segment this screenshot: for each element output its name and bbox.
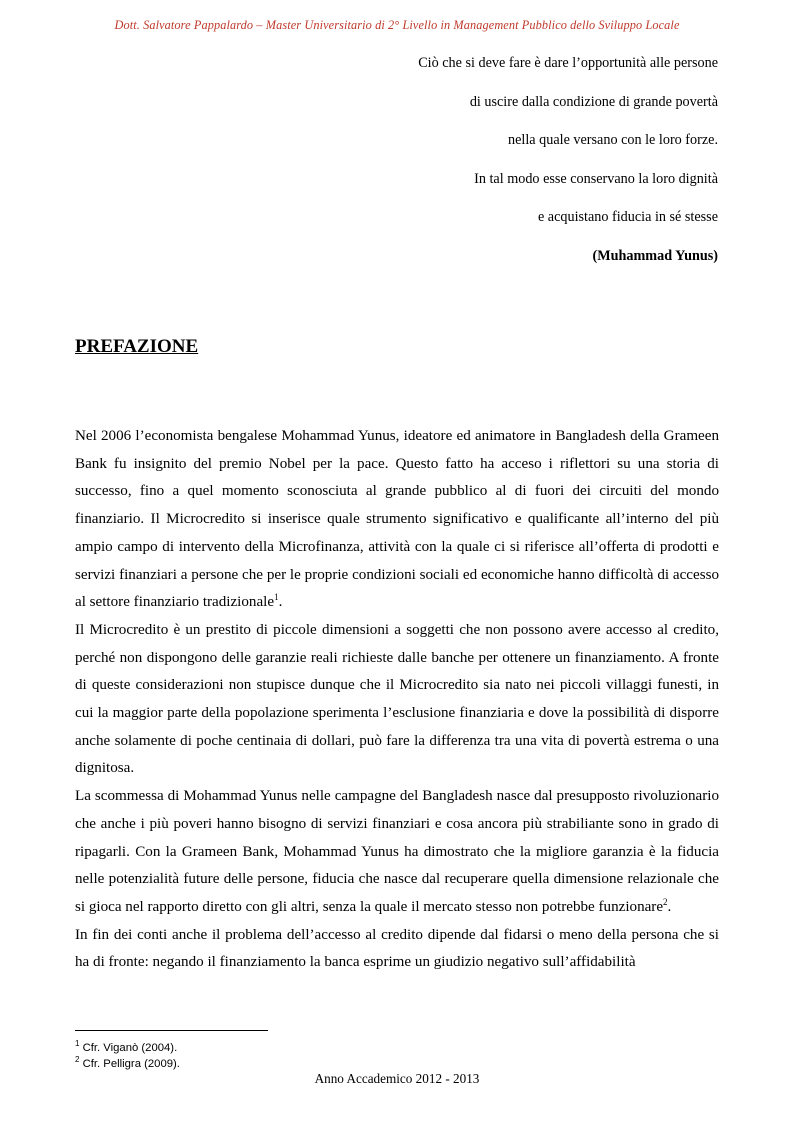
footnotes (75, 1040, 180, 1072)
epigraph-line: di uscire dalla condizione di grande povertà (469, 93, 718, 110)
epigraph-line: In tal modo esse conservano la loro dignità (474, 170, 718, 187)
paragraph (75, 423, 719, 617)
epigraph-quote (418, 52, 718, 267)
body-text (75, 423, 719, 977)
paragraph: In fin dei conti anche il problema dell’accesso al credito dipende dal fidarsi o meno della persona che si ha di fronte: negando il finanziamento la banca esprime un giudizio negativo sull’affidabilità (75, 926, 719, 971)
epigraph-line: Ciò che si deve fare è dare l’opportunità alle persone (418, 55, 718, 71)
footnote-number: 1 (75, 1039, 80, 1048)
section-title: PREFAZIONE (75, 336, 199, 357)
running-header: Dott. Salvatore Pappalardo – Master Universitario di 2° Livello in Management Pubblico dello Sviluppo Locale (114, 18, 680, 32)
footnote (75, 1056, 180, 1072)
footnote-text: Cfr. Pelligra (2009). (79, 1058, 180, 1070)
epigraph-author: (Muhammad Yunus) (592, 247, 718, 264)
footnote (75, 1040, 180, 1056)
paragraph-tail: . (278, 594, 283, 611)
footnote-text: Cfr. Viganò (2004). (79, 1042, 178, 1054)
footnote-ref: 2 (663, 896, 668, 907)
paragraph: Il Microcredito è un prestito di piccole dimensioni a soggetti che non possono avere accesso al credito, perché non dispongono delle garanzie reali richieste dalle banche per ottenere un finanziamento. A fronte di queste considerazioni non stupisce dunque che il Microcredito sia nato nei piccoli villaggi funesti, in cui la maggior parte della popolazione sperimenta l’esclusione finanziaria e dove la possibilità di disporre anche solamente di poche centinaia di dollari, può fare la differenza tra una vita di povertà estrema o una dignitosa. (75, 621, 719, 777)
footnote-separator (75, 1030, 268, 1031)
paragraph-text: La scommessa di Mohammad Yunus nelle campagne del Bangladesh nasce dal presupposto rivoluzionario che anche i più poveri hanno bisogno di servizi finanziari e cosa ancora più strabiliante sono in grado di ripagarli. Con la Grameen Bank, Mohammad Yunus ha dimostrato che la migliore garanzia è la fiducia nelle potenzialità future delle persone, fiducia che nasce dal recuperare quella dimensione relazionale che si gioca nel rapporto diretto con gli altri, senza la quale il mercato stesso non potrebbe funzionare (75, 788, 719, 915)
epigraph-line: e acquistano fiducia in sé stesse (537, 209, 718, 225)
footnote-number: 2 (75, 1055, 80, 1064)
paragraph (75, 783, 719, 922)
footnote-ref: 1 (274, 592, 279, 603)
paragraph-text: Nel 2006 l’economista bengalese Mohammad Yunus, ideatore ed animatore in Bangladesh della Grameen Bank fu insignito del premio Nobel per la pace. Questo fatto ha acceso i riflettori su una storia di successo, fino a quel momento sconosciuta al grande pubblico al di fuori dei circuiti del mondo finanziario. Il Microcredito si inserisce quale strumento significativo e qualificante all’interno del più ampio campo di intervento della Microfinanza, attività con la quale ci si riferisce all’offerta di prodotti e servizi finanziari a persone che per le proprie condizioni sociali ed economiche hanno difficoltà di accesso al settore finanziario tradizionale (75, 428, 719, 611)
epigraph-line: nella quale versano con le loro forze. (508, 132, 718, 148)
paragraph-tail: . (667, 898, 672, 915)
page-footer: Anno Accademico 2012 - 2013 (314, 1071, 480, 1086)
